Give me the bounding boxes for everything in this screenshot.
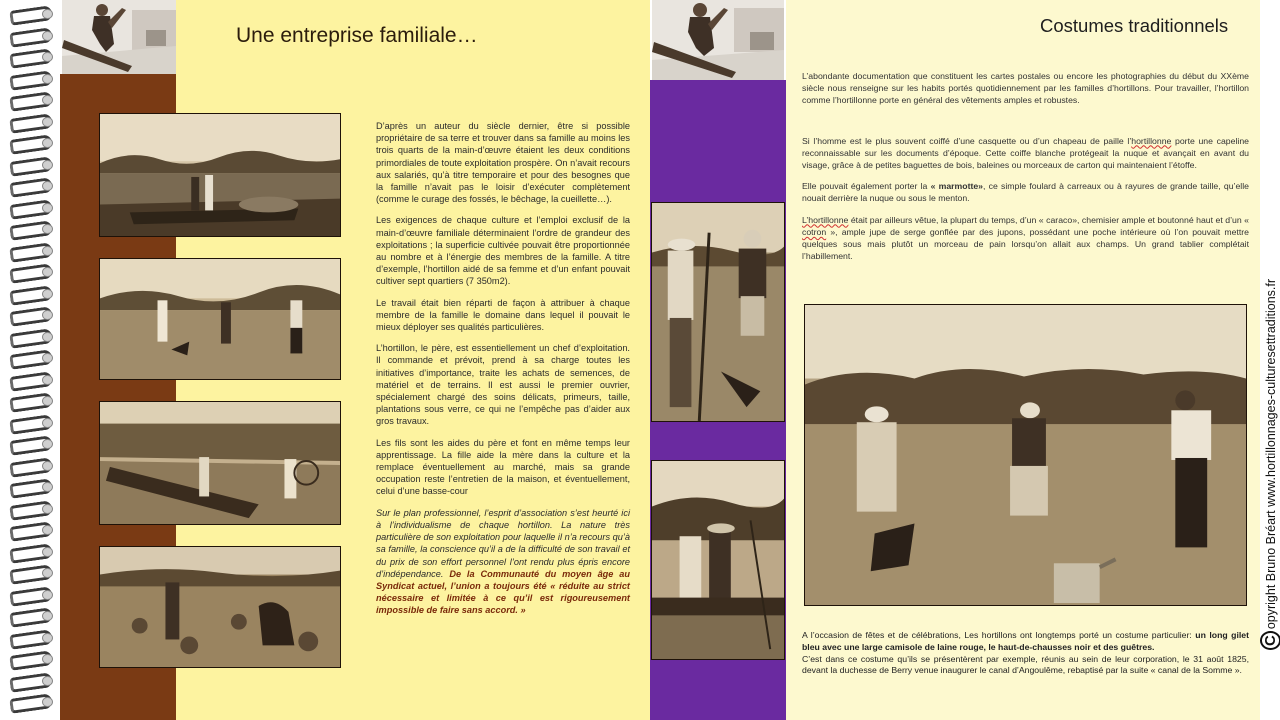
spiral-ring-hole: [42, 203, 53, 213]
spiral-ring: [4, 49, 54, 62]
left-paragraph-4: L’hortillon, le père, est essentiellement un chef d’exploitation. Il commande et prévoit, prend à sa charge toutes les initiatives d’importance, traite les achats de semences, de matériel et de terrains. Il est aussi le premier ouvrier, spécialement chargé des soins délicats, primeurs, taille, plantations sous verre, ce qui ne l’empêche pas d’aider aux gros travaux.: [376, 343, 630, 427]
right-paragraph-4: [802, 214, 1249, 263]
photo-couple-by-canal: [651, 460, 785, 660]
spiral-ring: [4, 415, 54, 428]
spiral-ring: [4, 673, 54, 686]
photo-family-in-boat: [99, 113, 341, 237]
right-p3-bold: « marmotte»: [930, 181, 984, 192]
spiral-ring: [4, 114, 54, 127]
photo-boat-among-reeds: [99, 401, 341, 525]
spiral-ring-hole: [42, 224, 53, 234]
spiral-ring-hole: [42, 676, 53, 686]
right-p2-underlined: hortillonne: [1131, 135, 1172, 146]
left-paragraph-2: Les exigences de chaque culture et l’emploi exclusif de la main-d’œuvre familiale déterminaient l’ordre de grandeur des exploitations ; la superficie cultivée pouvait être proportionnée au nombre et à l’énergie des membres de la famille. A titre d’exemple, l’hortillon aidé de sa femme et d’un enfant pouvait cultiver sept quartiers (7 350m2).: [376, 215, 630, 287]
spiral-ring-hole: [42, 418, 53, 428]
spiral-ring: [4, 71, 54, 84]
spiral-ring: [4, 372, 54, 385]
header-boatman-photo-left: [62, 0, 176, 74]
spiral-ring: [4, 630, 54, 643]
right-p4-underlined: L’hortillonne: [802, 214, 849, 225]
spiral-ring-hole: [42, 396, 53, 406]
spiral-ring-hole: [42, 9, 53, 19]
right-lower-text: [802, 630, 1249, 677]
spiral-ring: [4, 243, 54, 256]
right-p3-a: Elle pouvait également porter la: [802, 181, 931, 192]
spiral-ring: [4, 694, 54, 707]
spiral-ring-hole: [42, 654, 53, 664]
left-italic-paragraph: [376, 507, 630, 617]
spiral-ring-hole: [42, 52, 53, 62]
right-p4-a: était par ailleurs vêtue, la plupart du temps, d’un « caraco», chemisier ample et boutonné haut et d’un «: [848, 214, 1249, 225]
right-p3-b: , ce simple foulard à carreaux ou à rayures de grande taille, qu’elle nouait derrière la nuque ou sous le menton.: [802, 181, 1249, 204]
spiral-ring: [4, 329, 54, 342]
right-p2-b: porte une capeline reconnaissable sur les documents d’époque. Cette coiffe blanche protégeait la nuque et avançait en avant du visage, grâce à de petites baguettes de bois, baleines ou morceaux de carton qui maintenaient l’étoffe.: [802, 135, 1249, 171]
spiral-ring-hole: [42, 439, 53, 449]
spiral-ring-hole: [42, 590, 53, 600]
spiral-ring-hole: [42, 697, 53, 707]
right-paragraph-5: [802, 630, 1249, 654]
spiral-ring: [4, 501, 54, 514]
left-quote-text: De la Communauté du moyen âge au Syndicat actuel, l’union a toujours été « réduite au strict nécessaire et limitée à ce qu’il est rigoureusement impossible de faire sans accord. »: [376, 568, 630, 616]
spiral-ring-hole: [42, 31, 53, 41]
spiral-ring: [4, 157, 54, 170]
spiral-ring: [4, 479, 54, 492]
spiral-ring-hole: [42, 375, 53, 385]
spiral-ring-hole: [42, 633, 53, 643]
spiral-ring: [4, 286, 54, 299]
left-paragraph-3: Le travail était bien réparti de façon à attribuer à chaque membre de la famille le domaine dans lequel il pouvait le mieux déployer ses qualités particulières.: [376, 297, 630, 333]
right-p4-underlined-2: cotron: [802, 226, 827, 237]
spiral-ring-hole: [42, 353, 53, 363]
photo-field-workers: [99, 258, 341, 380]
spiral-ring: [4, 200, 54, 213]
spiral-ring-hole: [42, 181, 53, 191]
left-page-title: Une entreprise familiale…: [236, 24, 478, 47]
spiral-ring: [4, 522, 54, 535]
photo-three-workers-field: [804, 304, 1247, 606]
spiral-ring-hole: [42, 74, 53, 84]
spiral-ring: [4, 393, 54, 406]
spiral-ring-hole: [42, 310, 53, 320]
right-p5-a: A l’occasion de fêtes et de célébrations, Les hortillons ont longtemps porté un costume particulier:: [802, 630, 1196, 640]
photo-harvesting-cabbages: [99, 546, 341, 668]
spiral-ring-hole: [42, 117, 53, 127]
spiral-ring: [4, 6, 54, 19]
spiral-ring: [4, 587, 54, 600]
spiral-ring-hole: [42, 611, 53, 621]
spiral-ring: [4, 458, 54, 471]
spiral-ring: [4, 264, 54, 277]
spiral-ring: [4, 221, 54, 234]
right-body-text: [802, 70, 1249, 271]
copyright-notice: [1262, 10, 1278, 650]
right-paragraph-1: L’abondante documentation que constituent les cartes postales ou encore les photographies du début du XXème siècle nous renseigne sur les habits portés quotidiennement par les familles d’hortillons. Pour travailler, l’hortillon comme l’hortillonne porte en général des vêtements amples et robustes.: [802, 71, 1249, 106]
spiral-ring-hole: [42, 160, 53, 170]
right-paragraph-2: [802, 135, 1249, 172]
left-body-text: [376, 120, 630, 626]
copyright-text: opyright Bruno Bréart www.hortillonnages-culturesettraditions.fr: [1264, 278, 1278, 630]
spiral-ring-hole: [42, 289, 53, 299]
spiral-ring-hole: [42, 95, 53, 105]
right-paragraph-6: C’est dans ce costume qu’ils se présentèrent par exemple, réunis au sein de leur corporation, le 31 août 1825, devant la duchesse de Berry venue inaugurer le canal d’Angoulême, rebaptisé par la suite « canal de la Somme ».: [802, 653, 1249, 676]
spiral-ring: [4, 350, 54, 363]
spiral-ring-hole: [42, 504, 53, 514]
spiral-ring: [4, 307, 54, 320]
right-p5-bold: un long gilet bleu avec une large camisole de laine rouge, le haut-de-chausses noir et des guêtres.: [802, 630, 1249, 652]
spiral-ring-hole: [42, 482, 53, 492]
spiral-ring: [4, 92, 54, 105]
spiral-ring-hole: [42, 525, 53, 535]
right-p2-a: Si l’homme est le plus souvent coiffé d’une casquette ou d’un chapeau de paille l’: [802, 135, 1132, 146]
right-page-title: Costumes traditionnels: [1040, 15, 1229, 36]
left-paragraph-1: D’après un auteur du siècle dernier, être si possible propriétaire de sa terre et trouver dans sa famille au moins les trois quarts de la main-d’œuvre étaient les deux conditions primordiales de toute exploitation prospère. On n’avait recours aux salariés, qu’à titre temporaire et pour des besognes que la famille n’avait pas le loisir d’exécuter complètement (comme le curage des fossés, le bêchage, la cueillette…).: [376, 121, 630, 205]
spiral-ring-hole: [42, 547, 53, 557]
spiral-ring-hole: [42, 267, 53, 277]
right-p4-b: », ample jupe de serge gonflée par des jupons, possédant une poche intérieure où l’on pouvait mettre quelques sous mais plutôt un morceau de pain lorsqu’on allait aux champs. Un grand tablier complétait l’habillement.: [802, 226, 1249, 262]
spiral-ring: [4, 28, 54, 41]
spiral-ring-hole: [42, 138, 53, 148]
spiral-ring: [4, 178, 54, 191]
left-paragraph-5: Les fils sont les aides du père et font en même temps leur apprentissage. La fille aide la mère dans la culture et la remplace éventuellement au marché, mais sa grande occupation reste l’entretien de la maison, et éventuellement, celui d’une basse-cour: [376, 437, 630, 497]
spiral-ring-hole: [42, 461, 53, 471]
spiral-ring: [4, 436, 54, 449]
spiral-ring: [4, 608, 54, 621]
spiral-ring-hole: [42, 246, 53, 256]
header-boatman-photo-right: [652, 0, 784, 80]
spiral-ring-hole: [42, 332, 53, 342]
spiral-binding: [0, 0, 60, 720]
photo-couple-with-hoe: [651, 202, 785, 422]
copyright-symbol: C: [1260, 631, 1280, 650]
spiral-ring: [4, 565, 54, 578]
right-paragraph-3: [802, 180, 1249, 204]
spiral-ring: [4, 544, 54, 557]
spiral-ring: [4, 135, 54, 148]
left-italic-text: Sur le plan professionnel, l’esprit d’association s’est heurté ici à l’individualisme de chaque hortillon. La nature très particulière de son exploitation pour laquelle il n’a recours qu’à sa famille, la conscience qu’il a de la difficulté de son travail et du prix de son effort personnel l’ont rendu plus épris encore d’indépendance.: [376, 507, 630, 579]
spiral-ring-hole: [42, 568, 53, 578]
spiral-ring: [4, 651, 54, 664]
